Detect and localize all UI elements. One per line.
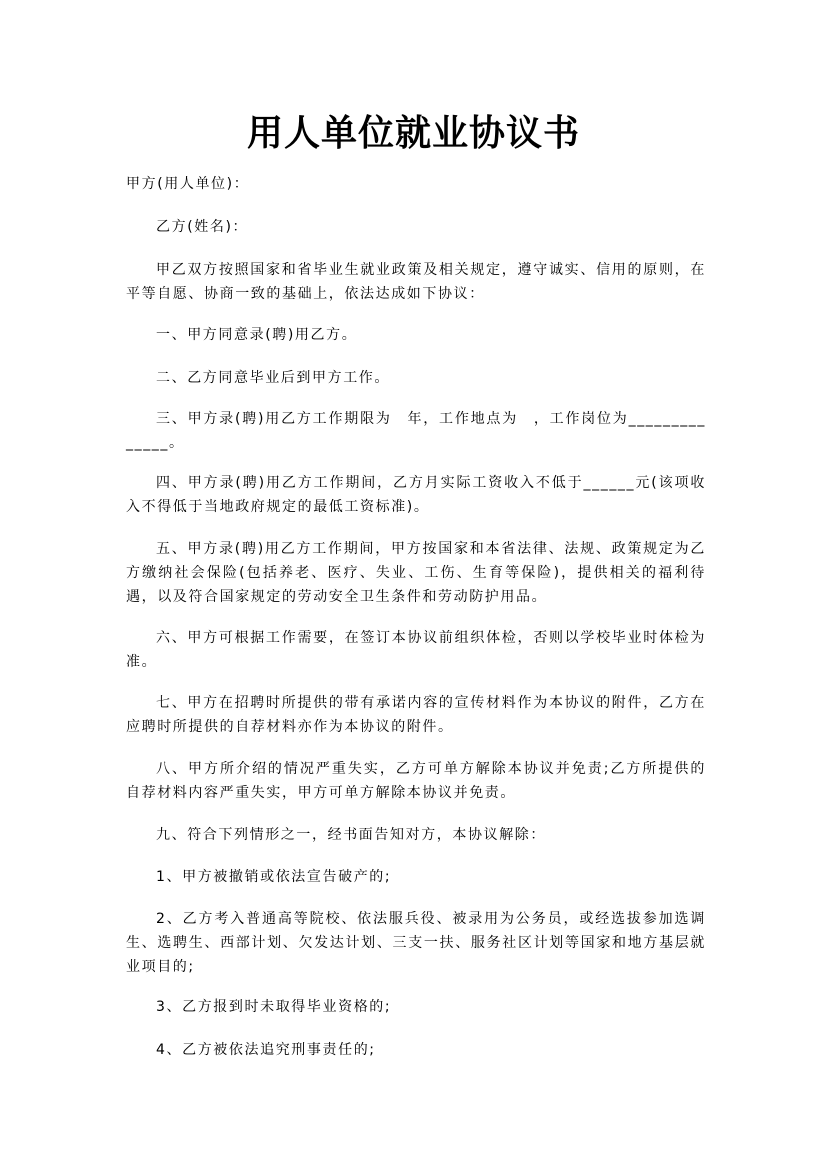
clause-6: 六、甲方可根据工作需要，在签订本协议前组织体检，否则以学校毕业时体检为准。 — [126, 630, 706, 670]
document-title: 用人单位就业协议书 — [246, 112, 580, 154]
party-b-line: 乙方(姓名)： — [156, 219, 249, 235]
clause-9: 九、符合下列情形之一，经书面告知对方，本协议解除： — [156, 827, 546, 843]
clause-9-item-4: 4、乙方被依法追究刑事责任的; — [156, 1042, 376, 1058]
preamble-paragraph: 甲乙双方按照国家和省毕业生就业政策及相关规定，遵守诚实、信用的原则，在平等自愿、协商一致的基础上，依法达成如下协议： — [126, 262, 706, 302]
clause-4: 四、甲方录(聘)用乙方工作期间，乙方月实际工资收入不低于______元(该项收入不得低于当地政府规定的最低工资标准)。 — [126, 475, 706, 515]
clause-8: 八、甲方所介绍的情况严重失实，乙方可单方解除本协议并免责;乙方所提供的自荐材料内容严重失实，甲方可单方解除本协议并免责。 — [126, 761, 706, 801]
clause-9-item-1: 1、甲方被撤销或依法宣告破产的; — [156, 869, 392, 885]
party-a-line: 甲方(用人单位)： — [126, 176, 250, 192]
clause-9-item-2: 2、乙方考入普通高等院校、依法服兵役、被录用为公务员，或经选拔参加选调生、选聘生、西部计划、欠发达计划、三支一扶、服务社区计划等国家和地方基层就业项目的; — [126, 911, 706, 975]
clause-9-item-3: 3、乙方报到时未取得毕业资格的; — [156, 999, 392, 1015]
clause-5: 五、甲方录(聘)用乙方工作期间，甲方按国家和本省法律、法规、政策规定为乙方缴纳社会保险(包括养老、医疗、失业、工伤、生育等保险)，提供相关的福利待遇，以及符合国家规定的劳动安全卫生条件和劳动防护用品。 — [126, 541, 706, 605]
clause-3: 三、甲方录(聘)用乙方工作期限为 年，工作地点为 ，工作岗位为______________。 — [126, 411, 706, 451]
clause-1: 一、甲方同意录(聘)用乙方。 — [156, 327, 358, 343]
clause-7: 七、甲方在招聘时所提供的带有承诺内容的宣传材料作为本协议的附件，乙方在应聘时所提供的自荐材料亦作为本协议的附件。 — [126, 695, 706, 735]
clause-2: 二、乙方同意毕业后到甲方工作。 — [156, 370, 390, 386]
